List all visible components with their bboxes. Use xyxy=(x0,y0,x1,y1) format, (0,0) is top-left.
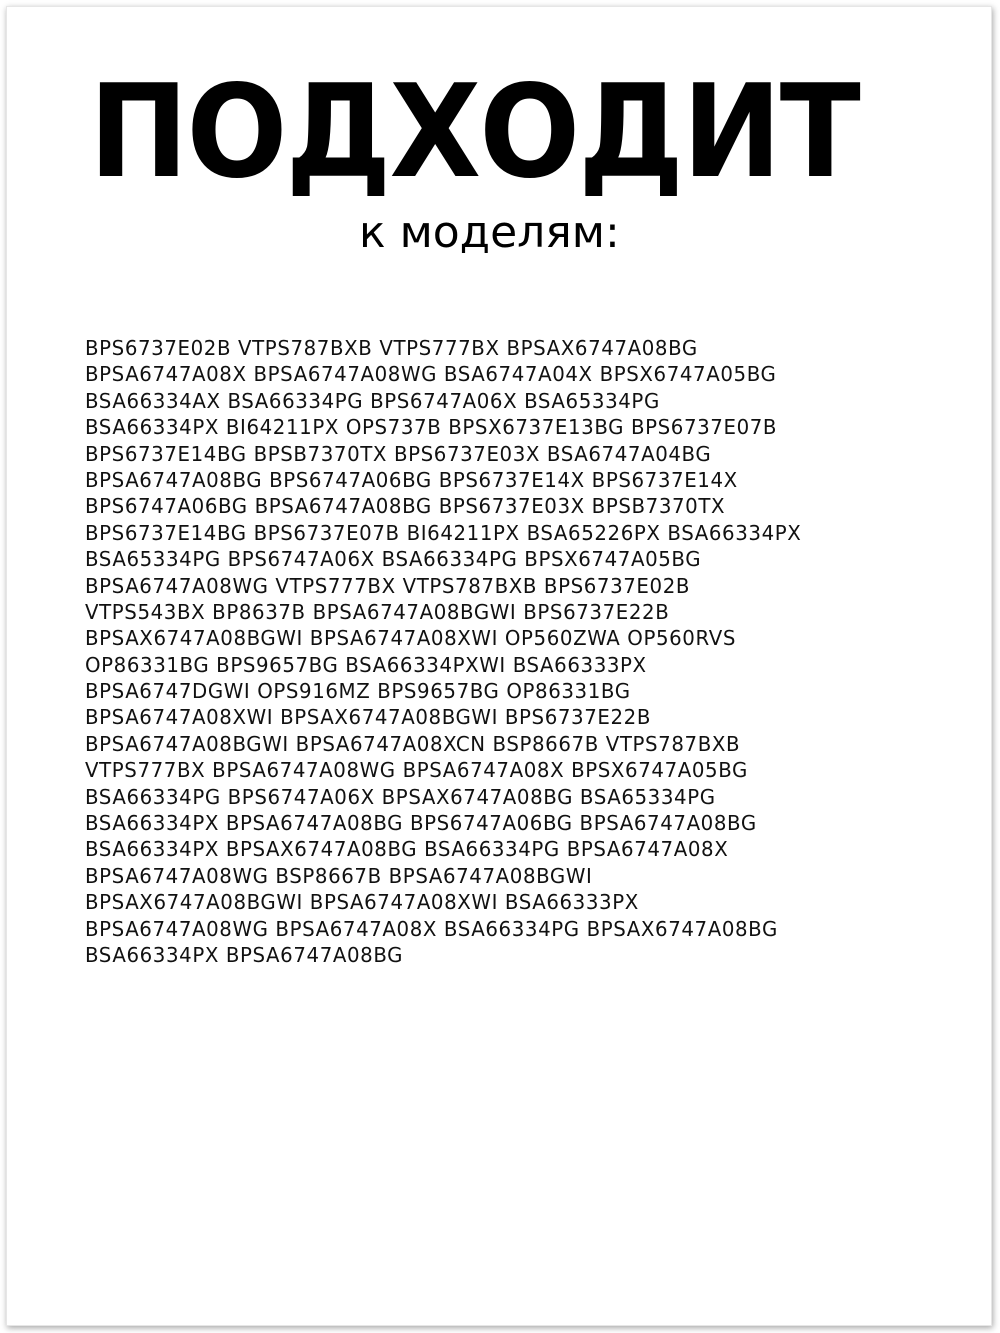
model-line: BPSA6747A08X BPSA6747A08WG BSA6747A04X BPSX6747A05BG xyxy=(85,362,777,387)
model-line: VTPS543BX BP8637B BPSA6747A08BGWI BPS6737E22B xyxy=(85,599,670,624)
product-card xyxy=(6,6,992,1326)
model-line: BPS6747A06BG BPSA6747A08BG BPS6737E03X BPSB7370TX xyxy=(85,494,726,519)
model-line: BPSAX6747A08BGWI BPSA6747A08XWI BSA66333PX xyxy=(85,890,639,915)
page-title: ПОДХОДИТ xyxy=(89,58,859,207)
model-line: BPSA6747A08BGWI BPSA6747A08XCN BSP8667B VTPS787BXB xyxy=(85,731,741,756)
model-line: BSA66334PX BPSA6747A08BG BPS6747A06BG BPSA6747A08BG xyxy=(85,811,757,836)
model-line: BPSA6747A08WG VTPS777BX VTPS787BXB BPS6737E02B xyxy=(85,573,691,598)
model-line: BSA66334PX BI64211PX OPS737B BPSX6737E13BG BPS6737E07B xyxy=(85,415,778,440)
model-line: BPSA6747A08BG BPS6747A06BG BPS6737E14X BPS6737E14X xyxy=(85,467,738,492)
model-line: BSA66334PX BPSA6747A08BG xyxy=(85,942,404,967)
model-line: BPSA6747A08WG BSP8667B BPSA6747A08BGWI xyxy=(85,863,593,888)
model-line: BSA66334PX BPSAX6747A08BG BSA66334PG BPSA6747A08X xyxy=(85,837,729,862)
page-subtitle: к моделям: xyxy=(359,207,620,258)
model-line: BSA65334PG BPS6747A06X BSA66334PG BPSX6747A05BG xyxy=(85,547,702,572)
compatible-models-list xyxy=(85,335,975,968)
model-line: BPSAX6747A08BGWI BPSA6747A08XWI OP560ZWA OP560RVS xyxy=(85,626,737,651)
model-line: BSA66334AX BSA66334PG BPS6747A06X BSA65334PG xyxy=(85,388,660,413)
model-line: BPSA6747A08XWI BPSAX6747A08BGWI BPS6737E22B xyxy=(85,705,652,730)
model-line: BSA66334PG BPS6747A06X BPSAX6747A08BG BSA65334PG xyxy=(85,784,716,809)
model-line: BPSA6747A08WG BPSA6747A08X BSA66334PG BPSAX6747A08BG xyxy=(85,916,778,941)
model-line: BPS6737E14BG BPSB7370TX BPS6737E03X BSA6747A04BG xyxy=(85,441,712,466)
model-line: BPS6737E02B VTPS787BXB VTPS777BX BPSAX6747A08BG xyxy=(85,336,698,360)
model-line: BPS6737E14BG BPS6737E07B BI64211PX BSA65226PX BSA66334PX xyxy=(85,520,802,545)
model-line: BPSA6747DGWI OPS916MZ BPS9657BG OP86331BG xyxy=(85,679,631,704)
model-line: VTPS777BX BPSA6747A08WG BPSA6747A08X BPSX6747A05BG xyxy=(85,758,748,783)
model-line: OP86331BG BPS9657BG BSA66334PXWI BSA66333PX xyxy=(85,652,647,677)
